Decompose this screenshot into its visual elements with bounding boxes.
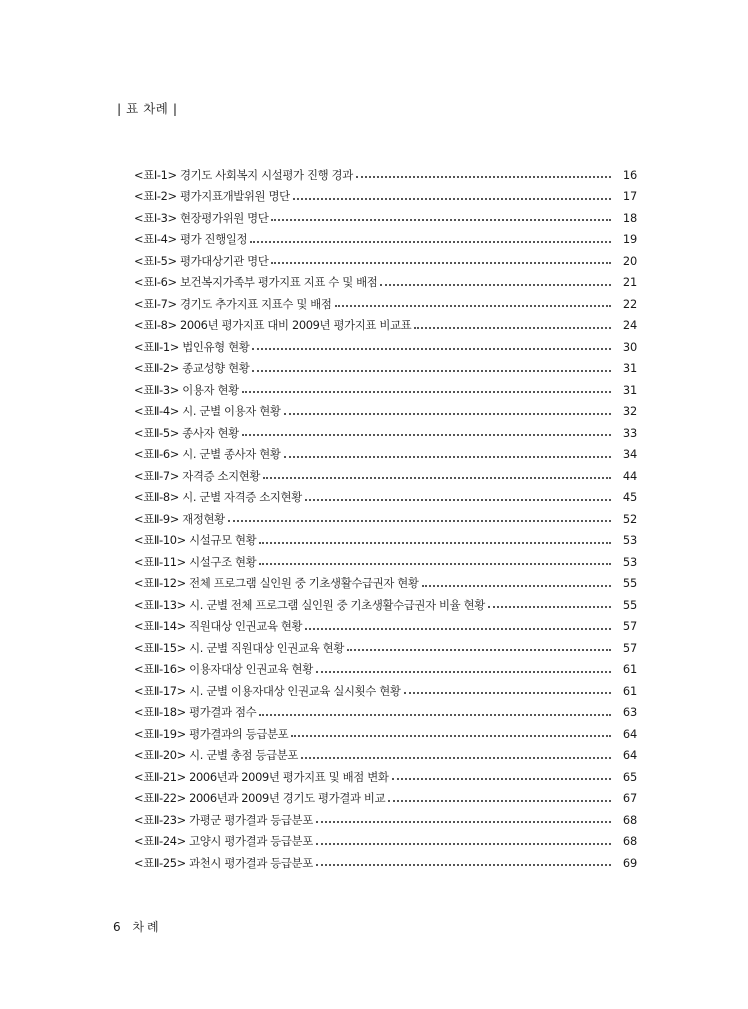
- toc-dot-leader: [242, 390, 611, 393]
- toc-entry-page: 18: [622, 210, 637, 225]
- toc-entry-page: 45: [622, 490, 637, 505]
- toc-entry[interactable]: [134, 573, 637, 595]
- toc-entry-label: <표Ⅱ-3> 이용자 현황: [134, 382, 239, 397]
- toc-dot-leader: [263, 476, 611, 479]
- page-footer: [113, 918, 162, 935]
- toc-dot-leader: [316, 820, 611, 823]
- toc-entry[interactable]: [134, 293, 637, 315]
- toc-entry-page: 44: [622, 468, 637, 483]
- toc-entry-page: 55: [622, 576, 637, 591]
- toc-dot-leader: [305, 498, 611, 501]
- toc-dot-leader: [388, 799, 611, 802]
- toc-entry-page: 31: [622, 361, 637, 376]
- toc-entry-page: 55: [622, 597, 637, 612]
- toc-dot-leader: [356, 175, 611, 178]
- table-of-contents: [134, 164, 637, 874]
- toc-entry-label: <표Ⅱ-4> 시. 군별 이용자 현황: [134, 404, 281, 419]
- toc-dot-leader: [259, 562, 611, 565]
- toc-entry[interactable]: [134, 659, 637, 681]
- toc-dot-leader: [291, 734, 611, 737]
- toc-entry[interactable]: [134, 551, 637, 573]
- toc-entry-label: <표Ⅱ-5> 종사자 현황: [134, 425, 239, 440]
- toc-entry-page: 33: [622, 425, 637, 440]
- toc-dot-leader: [250, 240, 611, 243]
- toc-entry[interactable]: [134, 315, 637, 337]
- toc-entry[interactable]: [134, 723, 637, 745]
- toc-entry-label: <표Ⅱ-2> 종교성향 현황: [134, 361, 250, 376]
- toc-entry[interactable]: [134, 422, 637, 444]
- toc-entry[interactable]: [134, 680, 637, 702]
- toc-entry-page: 63: [622, 705, 637, 720]
- toc-entry-page: 65: [622, 769, 637, 784]
- toc-dot-leader: [284, 455, 611, 458]
- toc-dot-leader: [284, 412, 611, 415]
- toc-dot-leader: [228, 519, 611, 522]
- toc-entry[interactable]: [134, 487, 637, 509]
- toc-entry-label: <표Ⅱ-24> 고양시 평가결과 등급분포: [134, 834, 313, 849]
- toc-entry[interactable]: [134, 616, 637, 638]
- toc-entry[interactable]: [134, 207, 637, 229]
- toc-dot-leader: [259, 541, 611, 544]
- toc-entry-page: 69: [622, 855, 637, 870]
- toc-entry[interactable]: [134, 508, 637, 530]
- toc-entry[interactable]: [134, 745, 637, 767]
- toc-entry-label: <표Ⅰ-5> 평가대상기관 명단: [134, 253, 269, 268]
- toc-entry-page: 53: [622, 533, 637, 548]
- toc-entry[interactable]: [134, 702, 637, 724]
- toc-entry[interactable]: [134, 401, 637, 423]
- toc-entry-label: <표Ⅰ-1> 경기도 사회복지 시설평가 진행 경과: [134, 167, 353, 182]
- toc-entry-label: <표Ⅱ-23> 가평군 평가결과 등급분포: [134, 812, 313, 827]
- toc-dot-leader: [316, 842, 611, 845]
- toc-entry-label: <표Ⅱ-19> 평가결과의 등급분포: [134, 726, 289, 741]
- toc-entry-page: 64: [622, 748, 637, 763]
- toc-entry-label: <표Ⅰ-6> 보건복지가족부 평가지표 지표 수 및 배점: [134, 275, 378, 290]
- toc-dot-leader: [488, 605, 611, 608]
- toc-entry-page: 31: [622, 382, 637, 397]
- toc-entry-page: 68: [622, 834, 637, 849]
- toc-entry-label: <표Ⅱ-22> 2006년과 2009년 경기도 평가결과 비교: [134, 791, 386, 806]
- toc-entry[interactable]: [134, 766, 637, 788]
- toc-entry-label: <표Ⅱ-9> 재정현황: [134, 511, 225, 526]
- toc-entry[interactable]: [134, 465, 637, 487]
- toc-entry-page: 20: [622, 253, 637, 268]
- toc-dot-leader: [316, 670, 611, 673]
- toc-entry[interactable]: [134, 788, 637, 810]
- toc-entry[interactable]: [134, 444, 637, 466]
- toc-entry[interactable]: [134, 272, 637, 294]
- toc-entry-page: 21: [622, 275, 637, 290]
- toc-entry[interactable]: [134, 530, 637, 552]
- toc-entry-label: <표Ⅱ-18> 평가결과 점수: [134, 705, 257, 720]
- toc-entry-label: <표Ⅰ-8> 2006년 평가지표 대비 2009년 평가지표 비교표: [134, 318, 412, 333]
- toc-entry-page: 19: [622, 232, 637, 247]
- toc-entry-label: <표Ⅰ-3> 현장평가위원 명단: [134, 210, 269, 225]
- toc-entry-label: <표Ⅰ-2> 평가지표개발위원 명단: [134, 189, 290, 204]
- toc-dot-leader: [305, 627, 611, 630]
- toc-entry-page: 53: [622, 554, 637, 569]
- toc-entry-label: <표Ⅰ-4> 평가 진행일정: [134, 232, 248, 247]
- toc-entry-page: 61: [622, 683, 637, 698]
- toc-entry-label: <표Ⅱ-12> 전체 프로그램 실인원 중 기초생활수급권자 현황: [134, 576, 419, 591]
- toc-entry-label: <표Ⅱ-20> 시. 군별 총점 등급분포: [134, 748, 299, 763]
- toc-dot-leader: [242, 433, 611, 436]
- page-title: | 표 차례 |: [117, 101, 178, 116]
- toc-dot-leader: [422, 584, 611, 587]
- toc-entry-label: <표Ⅱ-25> 과천시 평가결과 등급분포: [134, 855, 313, 870]
- toc-entry-page: 67: [622, 791, 637, 806]
- toc-entry[interactable]: [134, 164, 637, 186]
- toc-entry-page: 34: [622, 447, 637, 462]
- toc-dot-leader: [404, 691, 611, 694]
- toc-entry-label: <표Ⅱ-10> 시설규모 현황: [134, 533, 257, 548]
- toc-dot-leader: [293, 197, 611, 200]
- toc-entry-page: 57: [622, 640, 637, 655]
- toc-entry-label: <표Ⅱ-8> 시. 군별 자격증 소지현황: [134, 490, 302, 505]
- toc-dot-leader: [335, 304, 611, 307]
- toc-entry-page: 22: [622, 296, 637, 311]
- toc-entry-page: 68: [622, 812, 637, 827]
- toc-entry[interactable]: [134, 594, 637, 616]
- toc-entry-page: 64: [622, 726, 637, 741]
- toc-entry[interactable]: [134, 852, 637, 874]
- toc-dot-leader: [271, 261, 611, 264]
- toc-entry-page: 52: [622, 511, 637, 526]
- toc-entry-page: 57: [622, 619, 637, 634]
- toc-entry[interactable]: [134, 637, 637, 659]
- toc-entry-label: <표Ⅱ-21> 2006년과 2009년 평가지표 및 배점 변화: [134, 769, 389, 784]
- footer-section-label: 차례: [132, 920, 162, 934]
- toc-entry[interactable]: [134, 358, 637, 380]
- toc-entry[interactable]: [134, 186, 637, 208]
- toc-entry-label: <표Ⅱ-6> 시. 군별 종사자 현황: [134, 447, 281, 462]
- toc-entry-label: <표Ⅱ-7> 자격증 소지현황: [134, 468, 261, 483]
- toc-entry-label: <표Ⅱ-1> 법인유형 현황: [134, 339, 250, 354]
- toc-dot-leader: [392, 777, 612, 780]
- toc-entry[interactable]: [134, 336, 637, 358]
- toc-entry-label: <표Ⅱ-14> 직원대상 인권교육 현황: [134, 619, 303, 634]
- toc-entry-label: <표Ⅱ-16> 이용자대상 인권교육 현황: [134, 662, 313, 677]
- footer-page-number: 6: [113, 920, 121, 934]
- toc-entry-label: <표Ⅱ-13> 시. 군별 전체 프로그램 실인원 중 기초생활수급권자 비율 현황: [134, 597, 485, 612]
- toc-entry-page: 61: [622, 662, 637, 677]
- toc-dot-leader: [347, 648, 611, 651]
- toc-entry[interactable]: [134, 250, 637, 272]
- toc-entry-page: 32: [622, 404, 637, 419]
- toc-entry-page: 24: [622, 318, 637, 333]
- toc-dot-leader: [252, 369, 611, 372]
- toc-entry-page: 30: [622, 339, 637, 354]
- toc-entry[interactable]: [134, 379, 637, 401]
- toc-dot-leader: [414, 326, 611, 329]
- toc-entry-page: 16: [622, 167, 637, 182]
- toc-entry[interactable]: [134, 809, 637, 831]
- toc-dot-leader: [259, 713, 611, 716]
- toc-entry-label: <표Ⅱ-11> 시설구조 현황: [134, 554, 257, 569]
- toc-entry-label: <표Ⅰ-7> 경기도 추가지표 지표수 및 배점: [134, 296, 332, 311]
- toc-dot-leader: [301, 756, 611, 759]
- toc-entry-label: <표Ⅱ-17> 시. 군별 이용자대상 인권교육 실시횟수 현황: [134, 683, 401, 698]
- toc-dot-leader: [271, 218, 611, 221]
- toc-entry[interactable]: [134, 229, 637, 251]
- toc-entry[interactable]: [134, 831, 637, 853]
- toc-entry-label: <표Ⅱ-15> 시. 군별 직원대상 인권교육 현황: [134, 640, 344, 655]
- toc-dot-leader: [252, 347, 611, 350]
- toc-dot-leader: [380, 283, 611, 286]
- toc-entry-page: 17: [622, 189, 637, 204]
- toc-dot-leader: [316, 863, 611, 866]
